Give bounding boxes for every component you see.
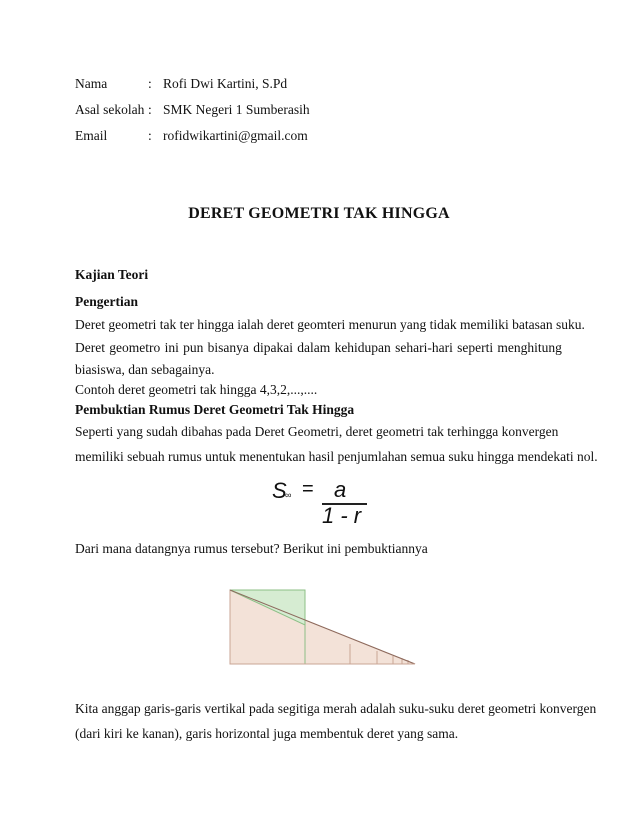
paragraph-line: Kita anggap garis-garis vertikal pada segitiga merah adalah suku-suku deret geometri konvergen [75,701,597,716]
info-value: SMK Negeri 1 Sumberasih [163,102,310,117]
word: dipakai [253,340,293,355]
paragraph-line: Contoh deret geometri tak hingga 4,3,2,...,.... [75,382,318,397]
paragraph-line: memiliki sebuah rumus untuk menentukan hasil penjumlahan semua suku hingga mendekati nol. [75,449,598,464]
info-label: Nama [75,76,108,91]
section-heading-pengertian: Pengertian [75,294,138,309]
word: pun [183,340,204,355]
info-colon: : [148,102,152,117]
info-label: Asal sekolah [75,102,145,117]
formula-s: S [272,478,287,503]
info-colon: : [148,128,152,143]
word: kehidupan [334,340,391,355]
formula-sum-infinite [270,478,380,528]
paragraph-line: biasiswa, dan sebagainya. [75,362,215,377]
word: menghitung [497,340,562,355]
formula-denominator: 1 - r [322,503,362,528]
formula-infinity-subscript: ∞ [285,490,292,500]
formula-numerator: a [334,477,347,502]
info-colon: : [148,76,152,91]
word: Deret [75,340,105,355]
word: dalam [297,340,331,355]
triangle-square-figure [225,588,420,668]
paragraph-line: Deret geometri tak ter hingga ialah deret geomteri menurun yang tidak memiliki batasan suku. [75,317,585,332]
section-heading-kajian-teori: Kajian Teori [75,267,149,282]
paragraph-line: Seperti yang sudah dibahas pada Deret Geometri, deret geometri tak terhingga konvergen [75,424,559,439]
word: bisanya [207,340,249,355]
word: sehari-hari [395,340,453,355]
info-value: rofidwikartini@gmail.com [163,128,308,143]
formula-equals: = [302,478,314,500]
info-value: Rofi Dwi Kartini, S.Pd [163,76,288,91]
page-title: DERET GEOMETRI TAK HINGGA [188,205,450,222]
word: ini [164,340,179,355]
paragraph-line-justified [75,340,562,356]
info-label: Email [75,128,108,143]
word: geometro [109,340,161,355]
paragraph-line: (dari kiri ke kanan), garis horizontal juga membentuk deret yang sama. [75,726,459,741]
paragraph-line: Dari mana datangnya rumus tersebut? Berikut ini pembuktiannya [75,541,428,556]
section-heading-pembuktian: Pembuktian Rumus Deret Geometri Tak Hingga [75,402,355,417]
word: seperti [457,340,494,355]
